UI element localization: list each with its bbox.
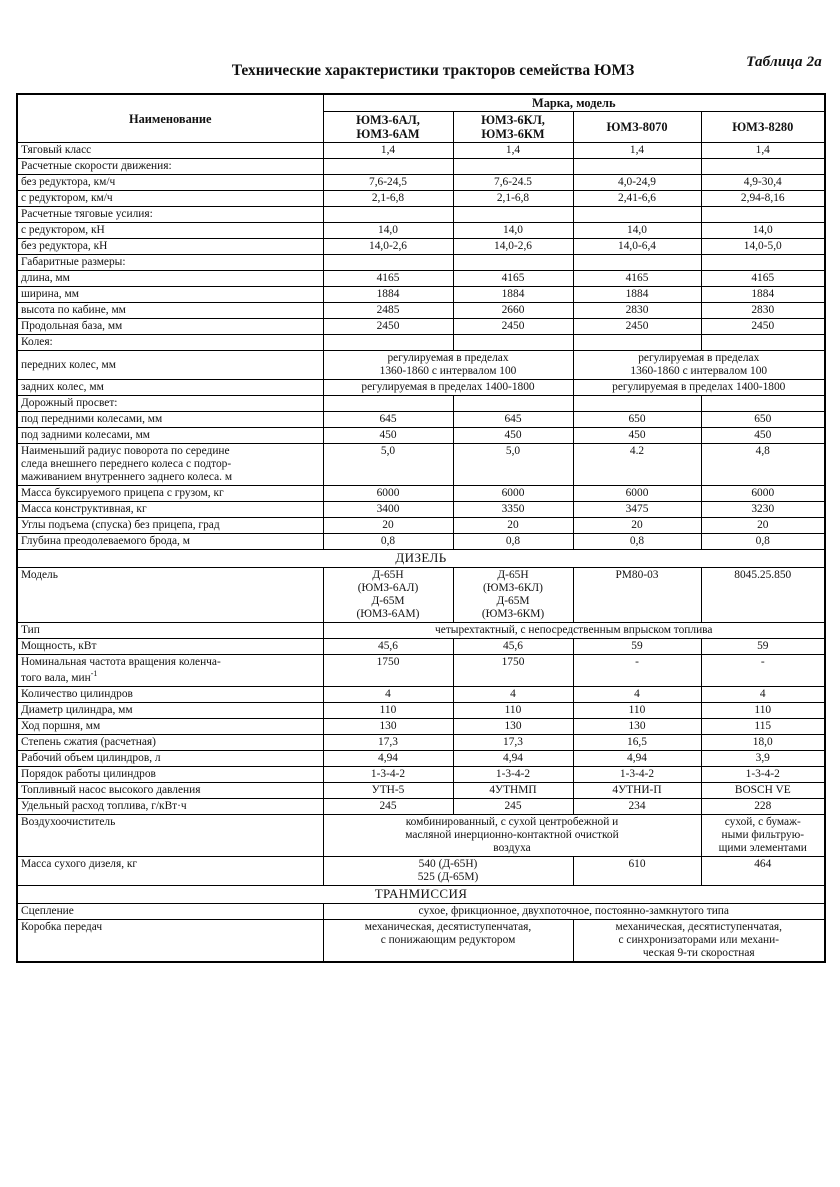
row-label: Тяговый класс — [17, 143, 323, 159]
row-label: задних колес, мм — [17, 380, 323, 396]
cell-value: 645 — [453, 412, 573, 428]
cell-value: 5,0 — [453, 444, 573, 486]
cell-value: 650 — [701, 412, 825, 428]
row-label: Удельный расход топлива, г/кВт·ч — [17, 799, 323, 815]
table-number-label: Таблица 2а — [746, 54, 822, 70]
cell-value — [323, 335, 453, 351]
cell-value: 1-3-4-2 — [453, 767, 573, 783]
cell-value: 20 — [573, 518, 701, 534]
cell-value: 1-3-4-2 — [573, 767, 701, 783]
cell-value: 2,41-6,6 — [573, 191, 701, 207]
row-label: Сцепление — [17, 903, 323, 919]
table-row-group — [17, 396, 825, 412]
cell-value — [701, 255, 825, 271]
header-model-2-line1: ЮМЗ-6КЛ, — [481, 113, 545, 128]
cell-value: 4 — [573, 687, 701, 703]
cell-value-span: регулируемая в пределах 1400-1800 — [573, 380, 825, 396]
row-label — [17, 444, 323, 486]
cell-value: 0,8 — [453, 534, 573, 550]
cell-value: 1,4 — [323, 143, 453, 159]
cell-line: Д-65М — [496, 595, 530, 608]
cell-value: 2450 — [573, 319, 701, 335]
cell-value: 14,0-2,6 — [323, 239, 453, 255]
table-row — [17, 303, 825, 319]
row-label-line: следа внешнего переднего колеса с подтор- — [21, 458, 232, 471]
row-label: длина, мм — [17, 271, 323, 287]
cell-value: 450 — [701, 428, 825, 444]
cell-value: 6000 — [701, 486, 825, 502]
superscript: -1 — [90, 669, 98, 679]
cell-line: 1360-1860 с интервалом 100 — [379, 365, 517, 378]
cell-value: УТН-5 — [323, 783, 453, 799]
cell-value: 2450 — [323, 319, 453, 335]
cell-value: 45,6 — [453, 639, 573, 655]
table-row — [17, 735, 825, 751]
table-row — [17, 518, 825, 534]
table-row — [17, 287, 825, 303]
cell-line: с понижающим редуктором — [380, 933, 516, 946]
table-row — [17, 751, 825, 767]
cell-value: 14,0 — [323, 223, 453, 239]
specifications-table — [16, 93, 826, 963]
table-row — [17, 380, 825, 396]
cell-value: 4,94 — [323, 751, 453, 767]
cell-value: 110 — [453, 703, 573, 719]
table-row — [17, 703, 825, 719]
table-row — [17, 191, 825, 207]
cell-value: 2,1-6,8 — [453, 191, 573, 207]
row-label: без редуктора, км/ч — [17, 175, 323, 191]
cell-value: 110 — [323, 703, 453, 719]
cell-value: 450 — [453, 428, 573, 444]
row-label: под передними колесами, мм — [17, 412, 323, 428]
cell-value: 245 — [323, 799, 453, 815]
table-row — [17, 903, 825, 919]
table-row — [17, 351, 825, 380]
cell-value: 130 — [573, 719, 701, 735]
table-row — [17, 799, 825, 815]
table-row — [17, 719, 825, 735]
row-label: Дорожный просвет: — [17, 396, 323, 412]
row-label — [17, 655, 323, 687]
cell-value — [453, 568, 573, 623]
table-row — [17, 271, 825, 287]
cell-line: ческая 9-ти скоростная — [642, 946, 755, 959]
cell-value — [573, 255, 701, 271]
row-label-line: Номинальная частота вращения коленча- — [21, 656, 221, 669]
cell-value: 4,8 — [701, 444, 825, 486]
cell-value: 130 — [453, 719, 573, 735]
header-model-1-line1: ЮМЗ-6АЛ, — [356, 113, 420, 128]
cell-value: 2,1-6,8 — [323, 191, 453, 207]
table-row-group — [17, 335, 825, 351]
cell-value — [701, 159, 825, 175]
cell-value-span — [323, 351, 573, 380]
cell-value: 450 — [323, 428, 453, 444]
cell-value: 14,0-5,0 — [701, 239, 825, 255]
cell-value — [573, 396, 701, 412]
cell-value-span: регулируемая в пределах 1400-1800 — [323, 380, 573, 396]
cell-value: 115 — [701, 719, 825, 735]
cell-value: 130 — [323, 719, 453, 735]
cell-value: 110 — [701, 703, 825, 719]
cell-value: 17,3 — [453, 735, 573, 751]
table-row — [17, 412, 825, 428]
table-row — [17, 534, 825, 550]
cell-value: 610 — [573, 857, 701, 886]
cell-value: 3400 — [323, 502, 453, 518]
row-label: Тип — [17, 623, 323, 639]
cell-line: механическая, десятиступенчатая, — [615, 920, 782, 933]
cell-line: Д-65Н — [372, 569, 404, 582]
cell-value — [573, 159, 701, 175]
row-label: Коробка передач — [17, 919, 323, 962]
row-label: с редуктором, км/ч — [17, 191, 323, 207]
row-label: Масса буксируемого прицепа с грузом, кг — [17, 486, 323, 502]
cell-value: 45,6 — [323, 639, 453, 655]
cell-value — [453, 335, 573, 351]
cell-value: 1,4 — [701, 143, 825, 159]
cell-value-span — [573, 919, 825, 962]
row-label: Расчетные скорости движения: — [17, 159, 323, 175]
cell-line: ными фильтрую- — [721, 829, 804, 842]
cell-value: 1884 — [453, 287, 573, 303]
cell-value: - — [701, 655, 825, 687]
cell-value: 0,8 — [701, 534, 825, 550]
table-row — [17, 919, 825, 962]
cell-value — [453, 159, 573, 175]
section-header-diesel: ДИЗЕЛЬ — [17, 550, 825, 568]
row-label-line-text: того вала, мин — [21, 672, 91, 685]
cell-value: 7,6-24,5 — [323, 175, 453, 191]
cell-value: 1884 — [573, 287, 701, 303]
cell-value-span — [323, 815, 701, 857]
table-header — [17, 94, 825, 143]
cell-line: (ЮМЗ-6АМ) — [356, 608, 420, 621]
section-header-row — [17, 886, 825, 904]
table-row — [17, 639, 825, 655]
cell-value: 3475 — [573, 502, 701, 518]
cell-line: комбинированный, с сухой центробежной и — [405, 816, 619, 829]
cell-value — [453, 255, 573, 271]
cell-value — [453, 207, 573, 223]
table-row — [17, 568, 825, 623]
cell-value — [701, 207, 825, 223]
cell-value: 14,0-2,6 — [453, 239, 573, 255]
row-label: Порядок работы цилиндров — [17, 767, 323, 783]
cell-value-span: четырехтактный, с непосредственным впрыском топлива — [323, 623, 825, 639]
cell-value: РМ80-03 — [573, 568, 701, 623]
cell-value: 4165 — [701, 271, 825, 287]
cell-value — [323, 568, 453, 623]
cell-line: регулируемая в пределах — [638, 352, 760, 365]
cell-value: 8045.25.850 — [701, 568, 825, 623]
cell-value: 4УТНИ-П — [573, 783, 701, 799]
cell-value: 110 — [573, 703, 701, 719]
table-row — [17, 857, 825, 886]
cell-value: 14,0 — [701, 223, 825, 239]
cell-value: 450 — [573, 428, 701, 444]
cell-value: 3230 — [701, 502, 825, 518]
cell-value: 2,94-8,16 — [701, 191, 825, 207]
cell-value: 1750 — [453, 655, 573, 687]
cell-value: 16,5 — [573, 735, 701, 751]
row-label: Рабочий объем цилиндров, л — [17, 751, 323, 767]
cell-line: 525 (Д-65М) — [417, 871, 479, 884]
header-group-model: Марка, модель — [323, 94, 825, 112]
table-body — [17, 143, 825, 962]
table-row — [17, 783, 825, 799]
row-label: Количество цилиндров — [17, 687, 323, 703]
cell-value: 2485 — [323, 303, 453, 319]
row-label: Топливный насос высокого давления — [17, 783, 323, 799]
cell-value: 4165 — [453, 271, 573, 287]
cell-value: 4,9-30,4 — [701, 175, 825, 191]
cell-line: (ЮМЗ-6КЛ) — [483, 582, 543, 595]
cell-line: сухой, с бумаж- — [724, 816, 801, 829]
row-label: без редуктора, кН — [17, 239, 323, 255]
cell-line: щими элементами — [718, 842, 807, 855]
table-row — [17, 655, 825, 687]
row-label: высота по кабине, мм — [17, 303, 323, 319]
cell-line: 540 (Д-65Н) — [418, 858, 478, 871]
header-model-1-line2: ЮМЗ-6АМ — [356, 127, 420, 142]
cell-value-span — [323, 919, 573, 962]
row-label: Воздухоочиститель — [17, 815, 323, 857]
cell-line: масляной инерционно-контактной очисткой — [405, 829, 619, 842]
cell-value: 645 — [323, 412, 453, 428]
cell-value: 1-3-4-2 — [323, 767, 453, 783]
cell-value: 234 — [573, 799, 701, 815]
table-row — [17, 239, 825, 255]
table-row — [17, 815, 825, 857]
cell-value: 20 — [701, 518, 825, 534]
table-row — [17, 444, 825, 486]
header-model-2-line2: ЮМЗ-6КМ — [481, 127, 545, 142]
row-label-line: Наименьший радиус поворота по середине — [21, 445, 230, 458]
table-row — [17, 143, 825, 159]
header-model-2 — [453, 112, 573, 143]
table-row-group — [17, 207, 825, 223]
cell-value: 59 — [701, 639, 825, 655]
row-label: ширина, мм — [17, 287, 323, 303]
cell-line: (ЮМЗ-6КМ) — [481, 608, 545, 621]
row-label: Глубина преодолеваемого брода, м — [17, 534, 323, 550]
cell-value: 3,9 — [701, 751, 825, 767]
page-title: Технические характеристики тракторов семейства ЮМЗ — [231, 62, 635, 79]
row-label: Расчетные тяговые усилия: — [17, 207, 323, 223]
table-row — [17, 486, 825, 502]
row-label: под задними колесами, мм — [17, 428, 323, 444]
table-row-group — [17, 255, 825, 271]
cell-value: 6000 — [573, 486, 701, 502]
cell-value-span: сухое, фрикционное, двухпоточное, постоянно-замкнутого типа — [323, 903, 825, 919]
cell-value — [323, 396, 453, 412]
cell-value: 4165 — [573, 271, 701, 287]
cell-value: 2450 — [701, 319, 825, 335]
cell-value: 7,6-24.5 — [453, 175, 573, 191]
cell-value: 1,4 — [453, 143, 573, 159]
cell-value: 2660 — [453, 303, 573, 319]
cell-value — [701, 396, 825, 412]
row-label: передних колес, мм — [17, 351, 323, 380]
header-name-column: Наименование — [17, 94, 323, 143]
row-label: Ход поршня, мм — [17, 719, 323, 735]
cell-value — [701, 335, 825, 351]
cell-value: 4 — [701, 687, 825, 703]
cell-value — [323, 255, 453, 271]
table-row-group — [17, 159, 825, 175]
cell-value: 2830 — [701, 303, 825, 319]
cell-value — [323, 207, 453, 223]
cell-value — [573, 335, 701, 351]
table-row — [17, 319, 825, 335]
cell-value: 20 — [323, 518, 453, 534]
cell-value: 4 — [323, 687, 453, 703]
table-row — [17, 687, 825, 703]
row-label: Колея: — [17, 335, 323, 351]
table-row — [17, 767, 825, 783]
table-row — [17, 623, 825, 639]
cell-value: 4,94 — [453, 751, 573, 767]
cell-value: 3350 — [453, 502, 573, 518]
cell-value: 4165 — [323, 271, 453, 287]
row-label: Масса конструктивная, кг — [17, 502, 323, 518]
cell-value: 1884 — [323, 287, 453, 303]
table-row — [17, 502, 825, 518]
cell-value: 2830 — [573, 303, 701, 319]
cell-value: 4УТНМП — [453, 783, 573, 799]
cell-value: 464 — [701, 857, 825, 886]
row-label: Степень сжатия (расчетная) — [17, 735, 323, 751]
cell-value-span — [323, 857, 573, 886]
cell-value: 1884 — [701, 287, 825, 303]
row-label: Мощность, кВт — [17, 639, 323, 655]
cell-value: 245 — [453, 799, 573, 815]
cell-value: 4,94 — [573, 751, 701, 767]
cell-line: (ЮМЗ-6АЛ) — [357, 582, 419, 595]
cell-value: 0,8 — [573, 534, 701, 550]
row-label: Диаметр цилиндра, мм — [17, 703, 323, 719]
header-model-1 — [323, 112, 453, 143]
cell-value: 14,0-6,4 — [573, 239, 701, 255]
cell-value: 17,3 — [323, 735, 453, 751]
row-label: Углы подъема (спуска) без прицепа, град — [17, 518, 323, 534]
cell-value-span — [573, 351, 825, 380]
section-header-transmission: ТРАНМИССИЯ — [17, 886, 825, 904]
cell-value: 6000 — [453, 486, 573, 502]
cell-value: 1,4 — [573, 143, 701, 159]
row-label-line — [21, 669, 320, 685]
cell-line: воздуха — [493, 842, 531, 855]
cell-line: регулируемая в пределах — [387, 352, 509, 365]
cell-value: 59 — [573, 639, 701, 655]
cell-value: 1-3-4-2 — [701, 767, 825, 783]
cell-line: с синхронизаторами или механи- — [618, 933, 780, 946]
cell-line: Д-65Н — [497, 569, 529, 582]
cell-line: Д-65М — [371, 595, 405, 608]
cell-value: 4.2 — [573, 444, 701, 486]
cell-value: 14,0 — [573, 223, 701, 239]
cell-value: 4 — [453, 687, 573, 703]
cell-value: 2450 — [453, 319, 573, 335]
table-row — [17, 428, 825, 444]
cell-value: 228 — [701, 799, 825, 815]
row-label: Масса сухого дизеля, кг — [17, 857, 323, 886]
cell-value: 5,0 — [323, 444, 453, 486]
cell-value: BOSCH VE — [701, 783, 825, 799]
cell-value: 20 — [453, 518, 573, 534]
cell-value: 0,8 — [323, 534, 453, 550]
row-label: Модель — [17, 568, 323, 623]
cell-value — [701, 815, 825, 857]
cell-value — [323, 159, 453, 175]
cell-value: - — [573, 655, 701, 687]
cell-value — [573, 207, 701, 223]
table-row — [17, 223, 825, 239]
cell-line: 1360-1860 с интервалом 100 — [630, 365, 768, 378]
row-label-line: маживанием внутреннего заднего колеса. м — [21, 471, 233, 484]
cell-value: 18,0 — [701, 735, 825, 751]
header-model-4: ЮМЗ-8280 — [701, 112, 825, 143]
cell-value: 14,0 — [453, 223, 573, 239]
table-row — [17, 175, 825, 191]
cell-value: 6000 — [323, 486, 453, 502]
cell-value: 1750 — [323, 655, 453, 687]
row-label: Продольная база, мм — [17, 319, 323, 335]
row-label: с редуктором, кН — [17, 223, 323, 239]
header-model-3: ЮМЗ-8070 — [573, 112, 701, 143]
cell-value — [453, 396, 573, 412]
section-header-row — [17, 550, 825, 568]
cell-value: 650 — [573, 412, 701, 428]
row-label: Габаритные размеры: — [17, 255, 323, 271]
cell-line: механическая, десятиступенчатая, — [364, 920, 532, 933]
cell-value: 4,0-24,9 — [573, 175, 701, 191]
